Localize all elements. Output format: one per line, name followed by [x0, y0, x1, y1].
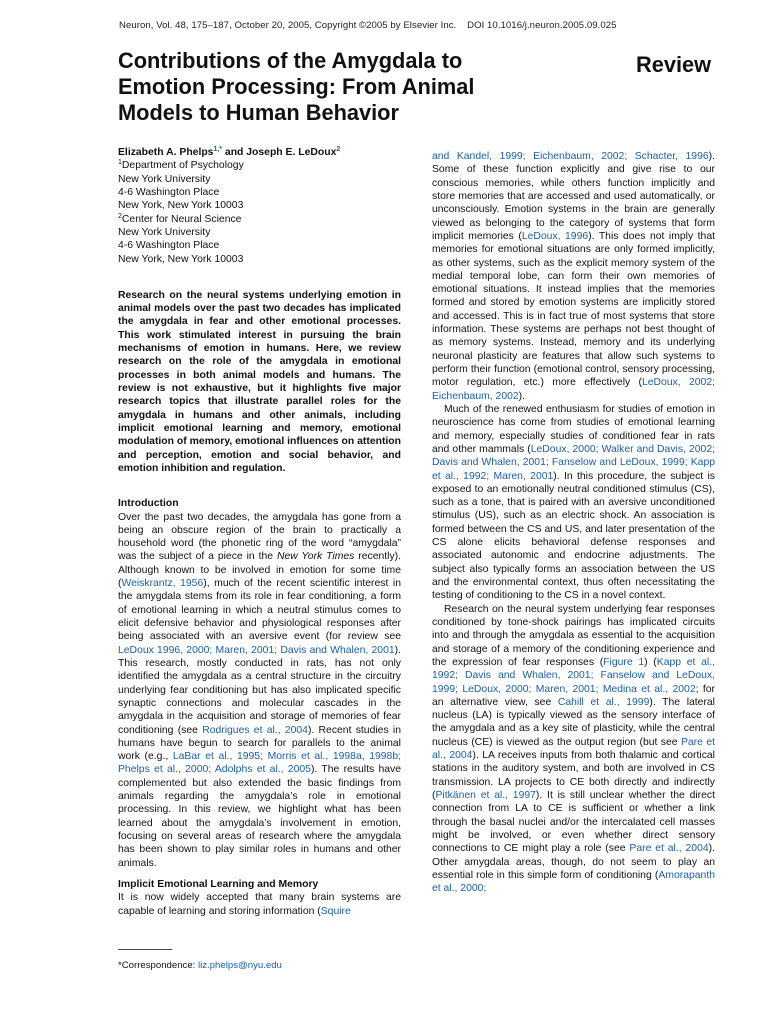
- text-run: ).: [518, 390, 526, 402]
- text-run: ; for an alternative view, see: [432, 683, 715, 708]
- correspondence-footnote: [118, 960, 282, 971]
- citation-link[interactable]: LeDoux 1996, 2000; Maren, 2001; Davis and Whalen, 2001: [118, 644, 395, 656]
- abstract: Research on the neural systems underlying emotion in animal models over the past two decades has implicated the amygdala in fear and other emotional processes. This work stimulated interest in pursuing the brain mechanisms of emotion in humans. Here, we review research on the role of the amygdala in emotional processes in both animal models and humans. The review is not exhaustive, but it highlights five major research topics that illustrate parallel roles for the amygdala in humans and other animals, including implicit emotional learning and memory, emotional modulation of memory, emotional influences on attention and perception, emotion and social behavior, and emotion inhibition and regulation.: [118, 289, 401, 474]
- affiliation-2: [118, 213, 401, 266]
- author-1-superscript[interactable]: 1,*: [213, 146, 223, 153]
- implicit-paragraph: [118, 891, 401, 918]
- intro-paragraph: [118, 511, 401, 870]
- text-run: ). Other amygdala areas, though, do not seem to play an essential role in this simple form of conditioning (: [432, 843, 715, 881]
- author-1: Elizabeth A. Phelps: [118, 147, 214, 158]
- journal-header: Neuron, Vol. 48, 175–187, October 20, 2005, Copyright ©2005 by Elsevier Inc. DOI 10.1016/j.neuron.2005.09.025: [119, 20, 617, 31]
- left-column: [118, 146, 401, 918]
- citation-link[interactable]: Pare et al., 2004: [629, 843, 709, 855]
- correspondence-label: *Correspondence:: [118, 960, 198, 971]
- text-run: ), much of the recent scientific interest in the amygdala stems from its role in fear conditioning, a form of emotional learning in which a neutral stimulus comes to elicit defensive behavior and physiological responses after being associated with an aversive event (for review see: [118, 578, 401, 643]
- body-paragraph-1: [432, 150, 715, 403]
- body-paragraph-3: [432, 603, 715, 896]
- text-run: ). LA receives inputs from both thalamic and cortical stations in the auditory system, and both are involved in CS transmission. LA projects to CE both directly and indirectly (: [432, 750, 715, 801]
- text-run: ). This research, mostly conducted in rats, has not only identified the amygdala as a central structure in the circuitry underlying fear conditioning but has also implicated specific synaptic connections and molecular cascades in the amygdala in the acquisition and storage of memories of fear conditioning (see: [118, 644, 401, 736]
- body-paragraph-2: [432, 403, 715, 603]
- text-run: Over the past two decades, the amygdala has gone from a being an obscure region of the brain to practically a household word (the phonetic ring of the word “amygdala” was the subject of a piece in the: [118, 511, 401, 563]
- citation-link[interactable]: Pare et al., 2004: [432, 736, 715, 762]
- citation-link[interactable]: Cahill et al., 1999: [557, 696, 650, 708]
- text-run: Research on the neural system underlying fear responses conditioned by tone-shock pairings has implicated circuits into and through the amygdala as essential to the acquisition and storage of a memory of the conditioning experience and the expression of fear responses (: [432, 603, 715, 668]
- citation-link[interactable]: LeDoux, 1996: [521, 230, 589, 242]
- citation-link[interactable]: Weiskrantz, 1956: [121, 578, 204, 590]
- author-line: [118, 146, 401, 159]
- citation-link[interactable]: and Kandel, 1999; Eichenbaum, 2002; Schacter, 1996: [432, 151, 709, 162]
- citation-link[interactable]: Kapp et al., 1992; Davis and Whalen, 2001; Fanselow and LeDoux, 1999; LeDoux, 2000; Maren, 2001; Medina et al., 2002: [432, 656, 715, 695]
- text-run: ). Some of these function explicitly and give rise to our conscious memories, while others function implicitly and store memories that are accessed and used automatically, or unconsciously. Emotion systems in the brain are generally viewed as belonging to the category of systems that form implicit memories (: [432, 151, 715, 242]
- citation-link[interactable]: LeDoux, 2002; Eichenbaum, 2002: [432, 377, 715, 402]
- citation-link[interactable]: Figure 1: [603, 656, 645, 668]
- author-2: Joseph E. LeDoux: [246, 147, 337, 158]
- section-heading-introduction: Introduction: [118, 498, 179, 510]
- footnote-divider: [118, 949, 172, 950]
- author-2-superscript[interactable]: 2: [336, 146, 341, 153]
- author-conjunction: and: [222, 147, 247, 158]
- right-column: [432, 150, 715, 896]
- correspondence-email-link[interactable]: liz.phelps@nyu.edu: [198, 960, 282, 971]
- affiliation-2-text: Center for Neural Science New York University 4-6 Washington Place New York, New York 10003: [118, 213, 244, 265]
- article-title: Contributions of the Amygdala to Emotion Processing: From Animal Models to Human Behavior: [118, 48, 475, 125]
- citation-link[interactable]: Pitkänen et al., 1997: [435, 790, 536, 801]
- section-heading-implicit-learning: Implicit Emotional Learning and Memory: [118, 878, 319, 890]
- affiliation-2-marker: 2: [118, 212, 122, 220]
- text-run: recently). Although known to be involved in emotion for some time (: [118, 551, 401, 590]
- text-run: ). Recent studies in humans have begun to search for parallels to the animal work (e.g.,: [118, 724, 401, 763]
- text-run: ). The results have complemented but also extended the basic findings from animals regarding the amygdala’s role in emotional processing. In this review, we highlight what has been learned about the amygdala’s involvement in emotion, focusing on several areas of research where the amygdala has been shown to play similar roles in humans and other animals.: [118, 764, 401, 869]
- text-run: Much of the renewed enthusiasm for studies of emotion in neuroscience has come from studies of emotional learning and memory, especially studies of conditioned fear in rats and other mammals (: [432, 403, 715, 455]
- text-run: ) (: [644, 656, 657, 668]
- text-run: ). In this procedure, the subject is exposed to an emotionally neutral conditioned stimulus (CS), such as a tone, that is paired with an aversive unconditioned stimulus (US), such as an electric shock. An association is formed between the CS and US, and later presentation of the CS alone elicits behavioral defense responses and associated autonomic and endocrine adjustments. The subject also typically forms an association between the US and the environmental context, thus often necessitating the testing of conditioning to the CS in a novel context.: [432, 470, 715, 602]
- citation-link[interactable]: Squire: [320, 905, 351, 917]
- text-run: ). This does not imply that memories for emotional situations are only formed implicitly, as other systems, such as the explicit memory system of the medial temporal lobe, can form their own memories of emotional situations. It instead implies that the memories formed and stored by emotion systems are implicitly stored and accessed. This is in fact true of most systems that store information. These systems are perhaps not best thought of as memory systems. Instead, memory and its underlying neuronal plasticity are features that allow such systems to perform their function (emotional control, sensory processing, motor regulation, etc.) more effectively (: [432, 230, 715, 389]
- affiliation-1-text: Department of Psychology New York University 4-6 Washington Place New York, New York 10003: [118, 160, 244, 212]
- affiliation-1-marker: 1: [118, 159, 122, 167]
- italic-text: New York Times: [276, 551, 355, 563]
- citation-link[interactable]: Amorapanth et al., 2000;: [432, 869, 715, 895]
- citation-link[interactable]: Rodrigues et al., 2004: [202, 724, 308, 736]
- affiliation-1: [118, 159, 401, 212]
- text-run: It is now widely accepted that many brain systems are capable of learning and storing information (: [118, 892, 401, 917]
- citation-link[interactable]: LeDoux, 2000; Walker and Davis, 2002; Davis and Whalen, 2001; Fanselow and LeDoux, 1999; Kapp et al., 1992; Maren, 2001: [432, 443, 715, 482]
- citation-link[interactable]: LaBar et al., 1995; Morris et al., 1998a, 1998b; Phelps et al., 2000; Adolphs et al., 2005: [118, 751, 402, 776]
- text-run: ). It is still unclear whether the direct connection from LA to CE is sufficient or whether a link through the basal nuclei and/or the intercalated cell masses might be involved, or even whether direct sensory connections to CE might play a role (see: [432, 790, 715, 855]
- article-type-label: Review: [636, 52, 712, 77]
- text-run: ). The lateral nucleus (LA) is typically viewed as the sensory interface of the amygdala and as a key site of plasticity, while the central nucleus (CE) is viewed as the output region (but see: [432, 696, 715, 748]
